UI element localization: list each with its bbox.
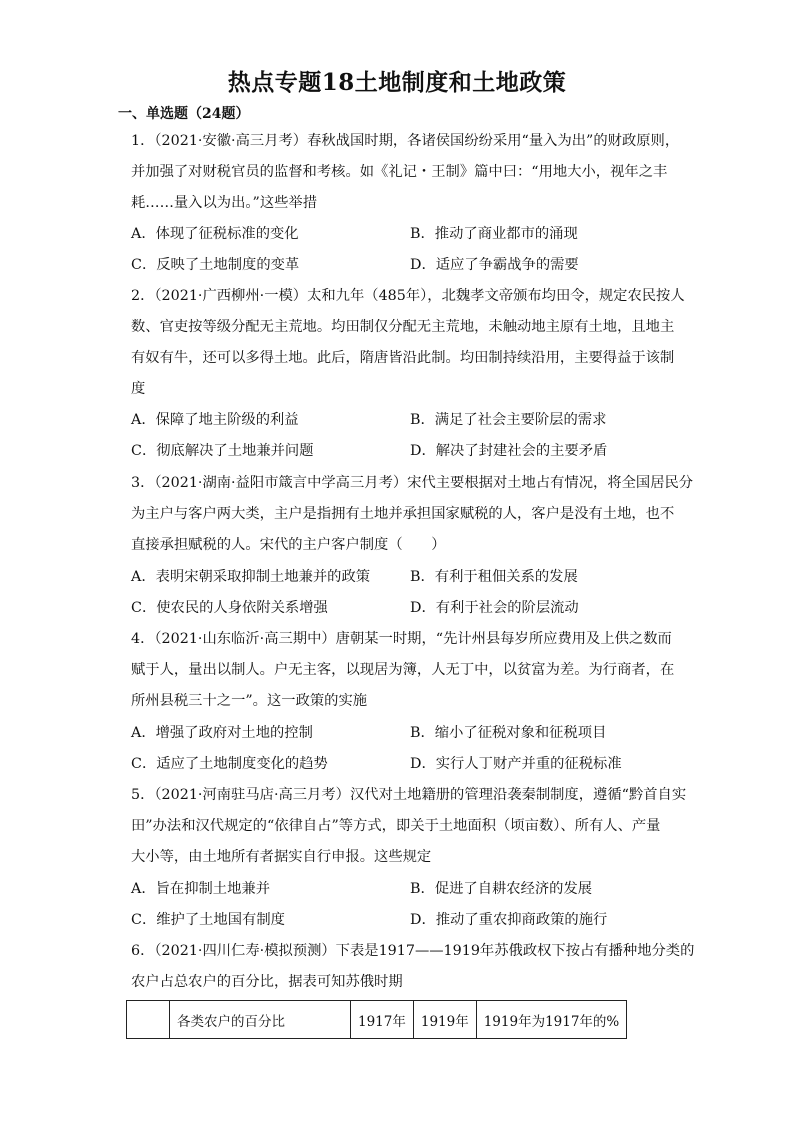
question-4-option-b: B．缩小了征税对象和征税项目 xyxy=(410,725,607,741)
question-4-option-a: A．增强了政府对土地的控制 xyxy=(131,725,313,741)
question-5-option-c: C．维护了土地国有制度 xyxy=(131,912,285,928)
question-4-line-1: 4．（2021·山东临沂·高三期中）唐朝某一时期，“先计州县每岁所应费用及上供之数而 xyxy=(131,631,672,647)
table-header-cell: 各类农户的百分比 xyxy=(170,1001,351,1039)
question-3-line-1: 3．（2021·湖南·益阳市箴言中学高三月考）宋代主要根据对土地占有情况，将全国居民分 xyxy=(131,475,694,491)
table-header-cell: 1919年为1917年的% xyxy=(476,1001,627,1039)
question-2-line-1: 2．（2021·广西柳州·一模）太和九年（485年），北魏孝文帝颁布均田令，规定农民按人 xyxy=(131,288,685,304)
question-1-option-a: A．体现了征税标准的变化 xyxy=(131,226,299,242)
question-5-option-a: A．旨在抑制土地兼并 xyxy=(131,881,270,897)
question-1-line-2: 并加强了对财税官员的监督和考核。如《礼记・王制》篇中曰：“用地大小，视年之丰 xyxy=(131,164,668,180)
question-2-line-3: 有奴有牛，还可以多得土地。此后，隋唐皆沿此制。均田制持续沿用，主要得益于该制 xyxy=(131,350,675,366)
question-1-option-d: D．适应了争霸战争的需要 xyxy=(410,257,579,273)
table-header-cell xyxy=(127,1001,170,1039)
question-1-line-3: 耗……量入以为出。”这些举措 xyxy=(131,195,318,211)
question-4-option-d: D．实行人丁财产并重的征税标准 xyxy=(410,756,622,772)
question-3-line-3: 直接承担赋税的人。宋代的主户客户制度（ ） xyxy=(131,537,446,553)
data-table xyxy=(126,1000,627,1039)
table-header-cell: 1919年 xyxy=(413,1001,476,1039)
question-5-line-3: 大小等，由土地所有者据实自行申报。这些规定 xyxy=(131,849,432,865)
table-header-cell: 1917年 xyxy=(351,1001,414,1039)
question-2-line-4: 度 xyxy=(131,381,146,397)
question-2-option-a: A．保障了地主阶级的利益 xyxy=(131,412,299,428)
question-5-option-d: D．推动了重农抑商政策的施行 xyxy=(410,912,608,928)
section-heading: 一、单选题（24题） xyxy=(118,106,250,122)
question-6-line-1: 6．（2021·四川仁寿·模拟预测）下表是1917——1919年苏俄政权下按占有播种地分类的 xyxy=(131,943,695,959)
question-5-line-2: 田”办法和汉代规定的“依律自占”等方式，即关于土地面积（顷亩数）、所有人、产量 xyxy=(131,818,661,834)
question-3-option-b: B．有利于租佃关系的发展 xyxy=(410,569,578,585)
question-4-line-2: 赋于人，量出以制人。户无主客，以现居为簿，人无丁中，以贫富为差。为行商者，在 xyxy=(131,662,675,678)
question-3-option-d: D．有利于社会的阶层流动 xyxy=(410,600,579,616)
question-2-line-2: 数、官吏按等级分配无主荒地。均田制仅分配无主荒地，未触动地主原有土地，且地主 xyxy=(131,319,675,335)
question-3-option-a: A．表明宋朝采取抑制土地兼并的政策 xyxy=(131,569,371,585)
question-5-option-b: B．促进了自耕农经济的发展 xyxy=(410,881,593,897)
question-2-option-c: C．彻底解决了土地兼并问题 xyxy=(131,443,314,459)
question-4-option-c: C．适应了土地制度变化的趋势 xyxy=(131,756,328,772)
question-2-option-d: D．解决了封建社会的主要矛盾 xyxy=(410,443,608,459)
question-1-line-1: 1．（2021·安徽·高三月考）春秋战国时期，各诸侯国纷纷采用“量入为出”的财政原则， xyxy=(131,133,680,149)
question-4-line-3: 所州县税三十之一”。这一政策的实施 xyxy=(131,693,368,709)
question-3-option-c: C．使农民的人身依附关系增强 xyxy=(131,600,328,616)
question-6-line-2: 农户占总农户的百分比，据表可知苏俄时期 xyxy=(131,974,403,990)
question-1-option-b: B．推动了商业都市的涌现 xyxy=(410,226,578,242)
question-5-line-1: 5．（2021·河南驻马店·高三月考）汉代对土地籍册的管理沿袭秦制制度，遵循“黔首自实 xyxy=(131,787,687,803)
page-title: 热点专题18土地制度和土地政策 xyxy=(227,69,567,96)
question-3-line-2: 为主户与客户两大类，主户是指拥有土地并承担国家赋税的人，客户是没有土地，也不 xyxy=(131,506,675,522)
question-2-option-b: B．满足了社会主要阶层的需求 xyxy=(410,412,607,428)
table-header-row xyxy=(127,1001,627,1039)
question-1-option-c: C．反映了土地制度的变革 xyxy=(131,257,300,273)
